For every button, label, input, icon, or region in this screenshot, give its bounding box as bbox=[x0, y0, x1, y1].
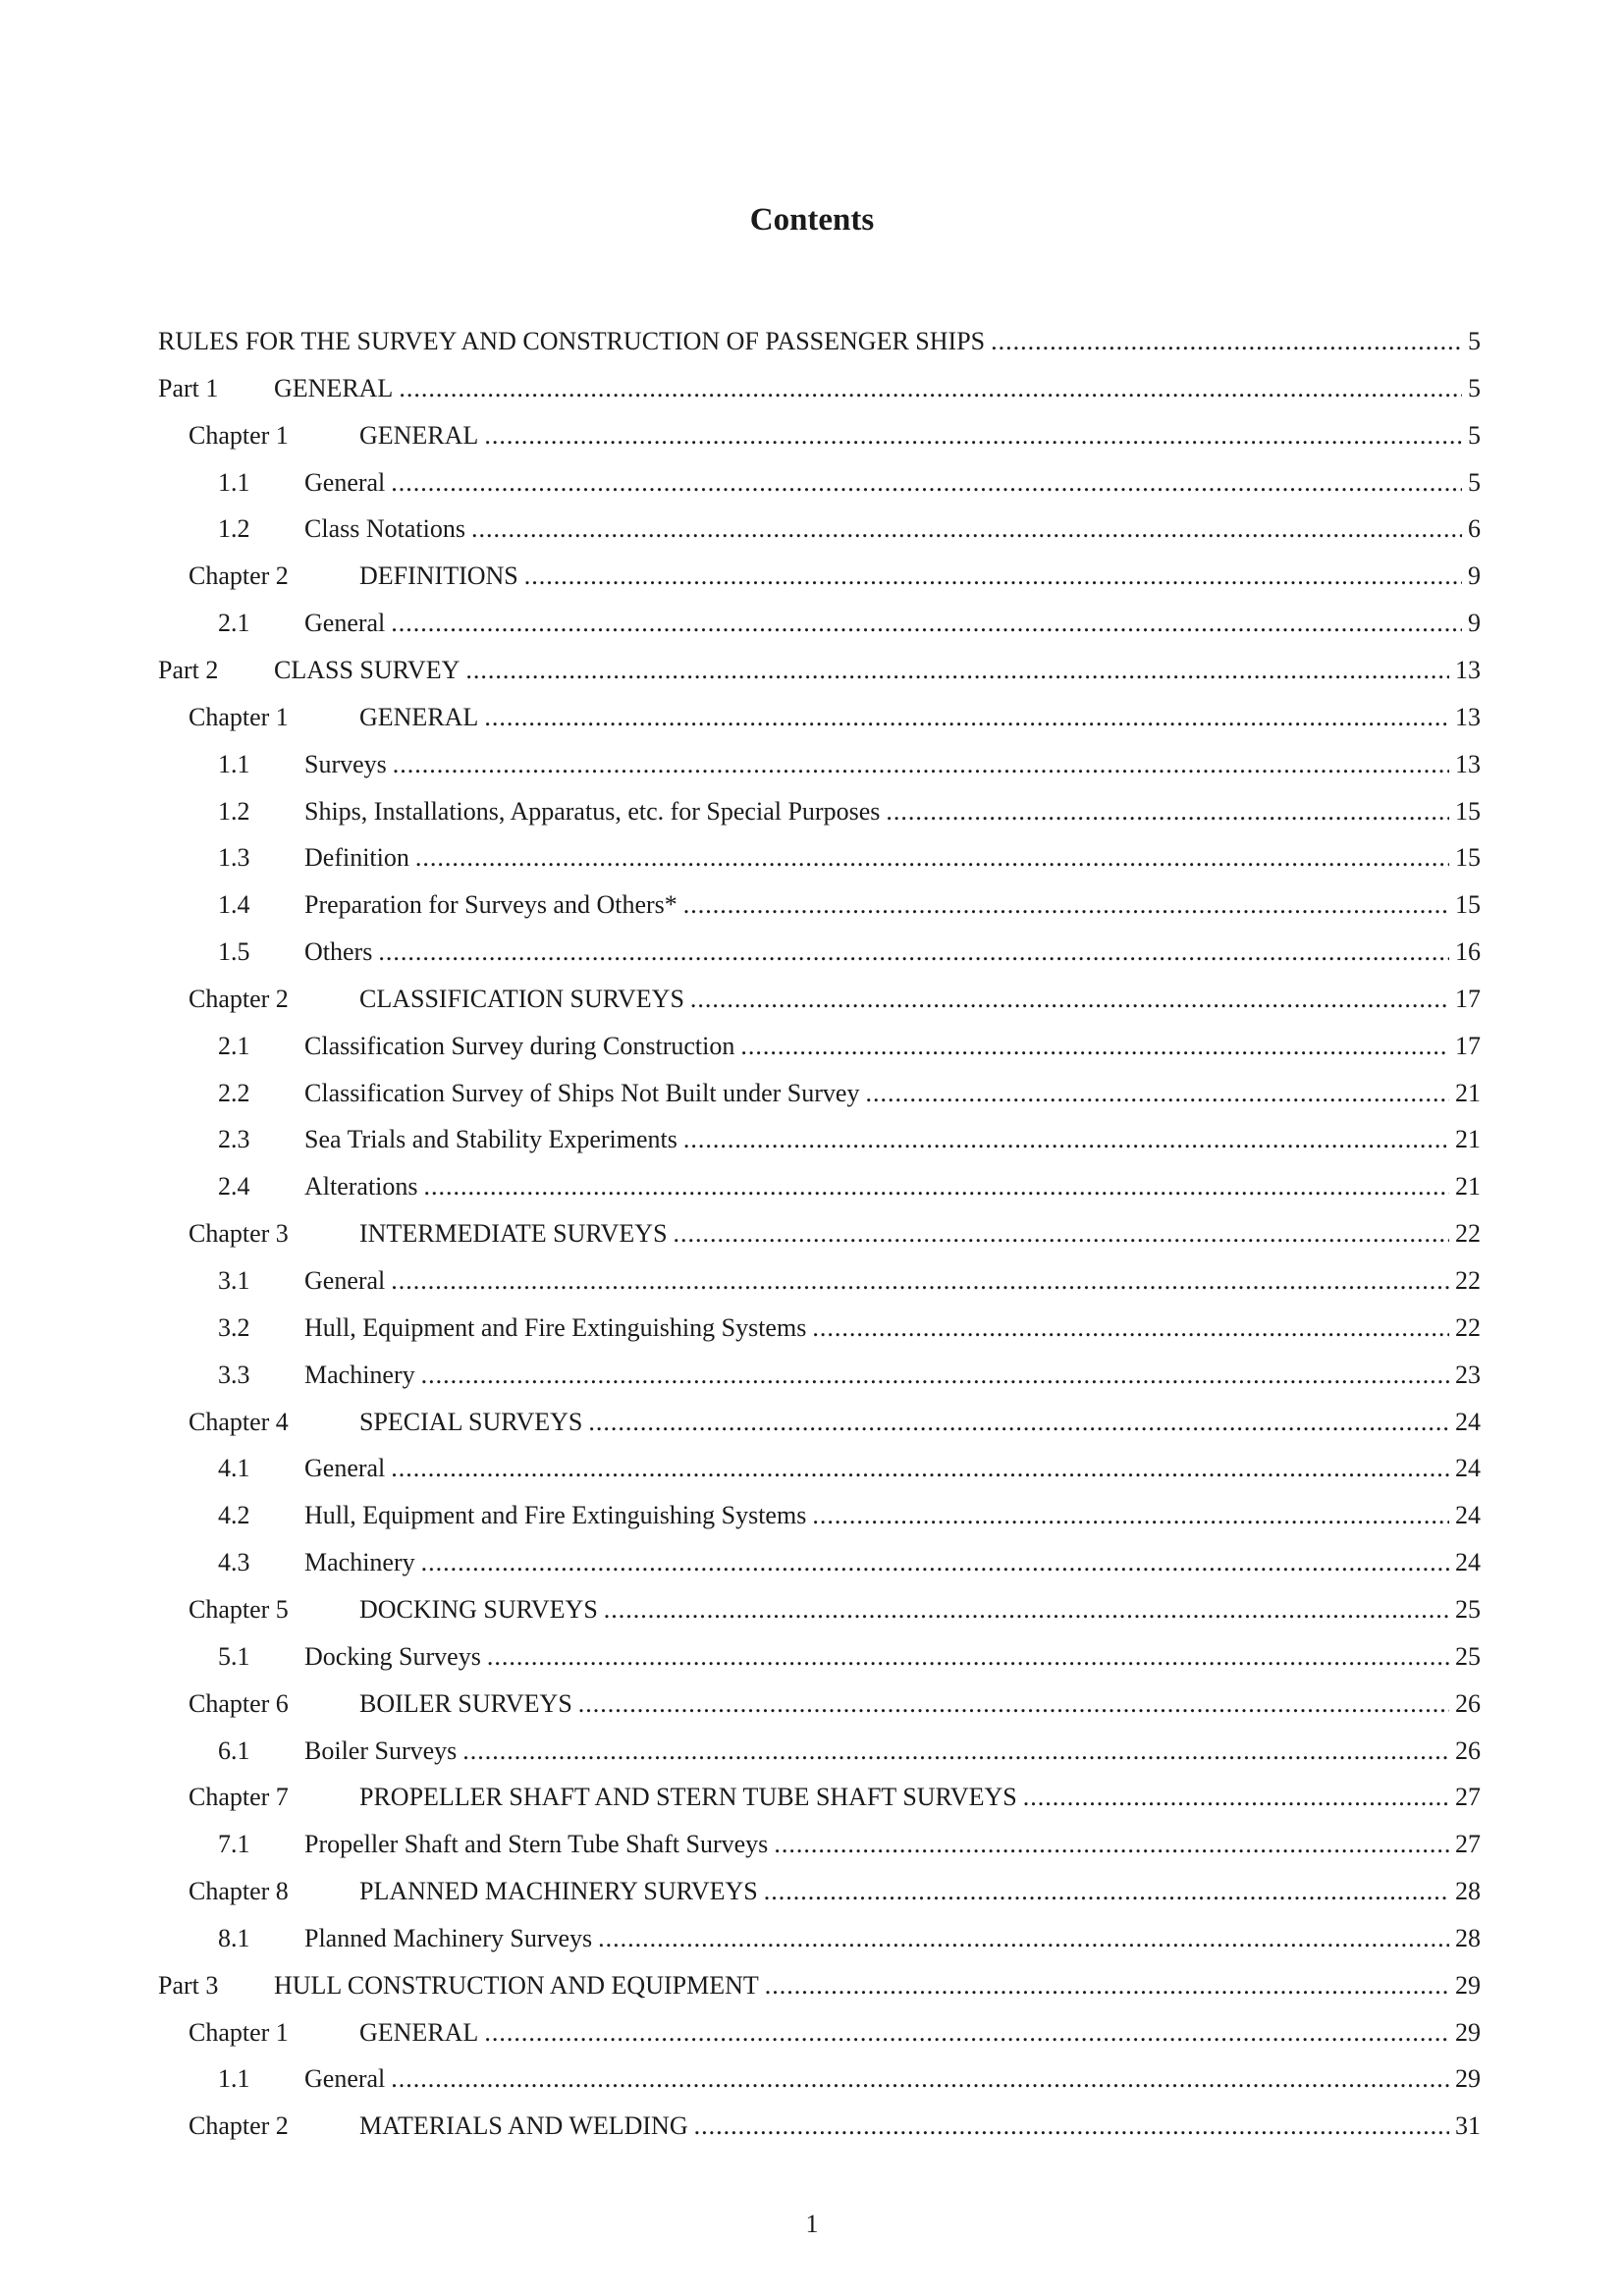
toc-entry-title: MATERIALS AND WELDING bbox=[359, 2111, 688, 2141]
toc-entry-page: 5 bbox=[1468, 327, 1481, 355]
dot-leader bbox=[378, 936, 1449, 968]
toc-entry-number: 5.1 bbox=[218, 1641, 250, 1671]
toc-entry[interactable] bbox=[218, 1023, 1481, 1062]
dot-leader bbox=[812, 1500, 1449, 1531]
toc-entry[interactable] bbox=[218, 506, 1481, 545]
dot-leader bbox=[391, 1453, 1449, 1484]
dot-leader bbox=[424, 1171, 1449, 1202]
toc-entry-number: 4.1 bbox=[218, 1454, 250, 1483]
toc-entry[interactable] bbox=[158, 1962, 1481, 2002]
toc-entry-number: 7.1 bbox=[218, 1830, 250, 1859]
toc-entry[interactable] bbox=[218, 1539, 1481, 1578]
toc-entry-number: Chapter 1 bbox=[189, 702, 289, 731]
toc-entry-number: 1.5 bbox=[218, 937, 250, 967]
toc-entry-number: 1.3 bbox=[218, 843, 250, 873]
dot-leader bbox=[391, 2063, 1449, 2095]
toc-entry[interactable] bbox=[189, 2009, 1481, 2049]
toc-entry-number: Chapter 2 bbox=[189, 561, 289, 591]
dot-leader bbox=[484, 2017, 1449, 2049]
toc-entry[interactable] bbox=[218, 1915, 1481, 1954]
toc-entry-page: 15 bbox=[1455, 796, 1481, 826]
toc-entry[interactable] bbox=[218, 1163, 1481, 1202]
dot-leader bbox=[391, 1265, 1449, 1297]
toc-entry-title: Classification Survey during Construction bbox=[304, 1031, 735, 1060]
toc-entry-number: Part 1 bbox=[158, 373, 219, 402]
toc-entry-number: Chapter 2 bbox=[189, 2111, 289, 2141]
dot-leader bbox=[471, 513, 1462, 545]
toc-entry-title: GENERAL bbox=[359, 702, 479, 731]
dot-leader bbox=[690, 984, 1449, 1015]
toc-entry-title: Propeller Shaft and Stern Tube Shaft Surveys bbox=[304, 1830, 769, 1859]
toc-entry[interactable] bbox=[218, 1070, 1481, 1109]
toc-entry[interactable] bbox=[189, 1210, 1481, 1250]
toc-entry-number: 2.4 bbox=[218, 1172, 250, 1201]
toc-entry-number: Chapter 1 bbox=[189, 2017, 289, 2047]
dot-leader bbox=[886, 796, 1449, 828]
dot-leader bbox=[487, 1641, 1449, 1673]
toc-entry-page: 24 bbox=[1455, 1454, 1481, 1483]
toc-entry-title: Docking Surveys bbox=[304, 1641, 481, 1671]
toc-entry-title: General bbox=[304, 467, 386, 497]
toc-entry-page: 5 bbox=[1468, 373, 1481, 402]
toc-entry-number: 1.1 bbox=[218, 467, 250, 497]
dot-leader bbox=[683, 1124, 1449, 1155]
toc-entry-number: 8.1 bbox=[218, 1923, 250, 1952]
dot-leader bbox=[764, 1876, 1449, 1907]
toc-entry[interactable] bbox=[218, 741, 1481, 780]
toc-entry-title: Surveys bbox=[304, 749, 387, 778]
dot-leader bbox=[399, 373, 1462, 404]
toc-entry-number: 1.2 bbox=[218, 796, 250, 826]
toc-entry[interactable] bbox=[218, 1492, 1481, 1531]
page-number: 1 bbox=[805, 2210, 819, 2238]
toc-entry-title: Hull, Equipment and Fire Extinguishing Systems bbox=[304, 1501, 807, 1530]
page-title: Contents bbox=[749, 202, 875, 238]
toc-entry-title: Preparation for Surveys and Others* bbox=[304, 890, 677, 920]
toc-entry-number: 2.2 bbox=[218, 1078, 250, 1107]
toc-entry-number: Chapter 6 bbox=[189, 1688, 289, 1718]
toc-entry-page: 13 bbox=[1455, 655, 1481, 684]
dot-leader bbox=[588, 1407, 1449, 1438]
toc-entry-number: Part 3 bbox=[158, 1970, 219, 2000]
toc-entry[interactable] bbox=[218, 1821, 1481, 1860]
toc-entry-title: Machinery bbox=[304, 1360, 415, 1389]
toc-entry-page: 15 bbox=[1455, 843, 1481, 873]
toc-entry-title: General bbox=[304, 609, 386, 638]
dot-leader bbox=[774, 1829, 1449, 1860]
toc-entry[interactable] bbox=[218, 1728, 1481, 1767]
toc-entry-page: 24 bbox=[1455, 1407, 1481, 1436]
toc-entry-number: 2.1 bbox=[218, 609, 250, 638]
toc-entry-page: 22 bbox=[1455, 1312, 1481, 1342]
toc-entry-title: BOILER SURVEYS bbox=[359, 1688, 572, 1718]
toc-entry-title: Hull, Equipment and Fire Extinguishing Systems bbox=[304, 1312, 807, 1342]
toc-entry[interactable] bbox=[218, 459, 1481, 499]
toc-entry[interactable] bbox=[158, 318, 1481, 357]
toc-entry-title: Classification Survey of Ships Not Built under Survey bbox=[304, 1078, 860, 1107]
dot-leader bbox=[391, 608, 1462, 639]
toc-entry-title: PROPELLER SHAFT AND STERN TUBE SHAFT SURVEYS bbox=[359, 1783, 1017, 1812]
toc-entry-page: 17 bbox=[1455, 1031, 1481, 1060]
toc-entry-page: 17 bbox=[1455, 984, 1481, 1013]
toc-entry-title: RULES FOR THE SURVEY AND CONSTRUCTION OF PASSENGER SHIPS bbox=[158, 327, 986, 355]
toc-entry-number: Chapter 8 bbox=[189, 1877, 289, 1906]
toc-entry-number: 2.1 bbox=[218, 1031, 250, 1060]
toc-entry-title: Definition bbox=[304, 843, 409, 873]
dot-leader bbox=[578, 1688, 1449, 1720]
dot-leader bbox=[991, 326, 1462, 357]
toc-entry[interactable] bbox=[218, 788, 1481, 828]
dot-leader bbox=[694, 2110, 1449, 2142]
toc-entry-number: 4.2 bbox=[218, 1501, 250, 1530]
toc-entry-page: 21 bbox=[1455, 1172, 1481, 1201]
toc-entry-page: 25 bbox=[1455, 1594, 1481, 1624]
dot-leader bbox=[391, 467, 1462, 499]
toc-entry-page: 29 bbox=[1455, 2064, 1481, 2094]
toc-entry-title: CLASS SURVEY bbox=[274, 655, 460, 684]
toc-entry-page: 16 bbox=[1455, 937, 1481, 967]
toc-entry[interactable] bbox=[218, 2056, 1481, 2095]
toc-entry-page: 28 bbox=[1455, 1923, 1481, 1952]
dot-leader bbox=[765, 1970, 1449, 2002]
toc-entry-number: 1.4 bbox=[218, 890, 250, 920]
toc-entry-number: Chapter 1 bbox=[189, 420, 289, 450]
toc-entry-page: 29 bbox=[1455, 2017, 1481, 2047]
dot-leader bbox=[1023, 1782, 1449, 1813]
toc-entry-page: 29 bbox=[1455, 1970, 1481, 2000]
toc-entry-page: 6 bbox=[1468, 514, 1481, 544]
toc-entry-page: 21 bbox=[1455, 1125, 1481, 1154]
toc-entry-title: SPECIAL SURVEYS bbox=[359, 1407, 583, 1436]
dot-leader bbox=[415, 842, 1449, 874]
toc-entry-title: DOCKING SURVEYS bbox=[359, 1594, 598, 1624]
toc-entry-number: 3.1 bbox=[218, 1266, 250, 1295]
toc-entry[interactable] bbox=[218, 1116, 1481, 1155]
toc-entry-number: Chapter 5 bbox=[189, 1594, 289, 1624]
toc-entry-title: HULL CONSTRUCTION AND EQUIPMENT bbox=[274, 1970, 759, 2000]
toc-entry-page: 25 bbox=[1455, 1641, 1481, 1671]
toc-entry-title: INTERMEDIATE SURVEYS bbox=[359, 1219, 668, 1249]
toc-entry[interactable] bbox=[218, 929, 1481, 968]
toc-entry[interactable] bbox=[189, 976, 1481, 1015]
toc-entry-page: 21 bbox=[1455, 1078, 1481, 1107]
toc-entry-title: Planned Machinery Surveys bbox=[304, 1923, 593, 1952]
toc-entry[interactable] bbox=[189, 1399, 1481, 1438]
toc-entry-page: 23 bbox=[1455, 1360, 1481, 1389]
toc-entry[interactable] bbox=[218, 1257, 1481, 1297]
toc-entry-number: Chapter 2 bbox=[189, 984, 289, 1013]
dot-leader bbox=[683, 889, 1449, 921]
dot-leader bbox=[462, 1735, 1449, 1767]
dot-leader bbox=[421, 1547, 1449, 1578]
dot-leader bbox=[812, 1312, 1449, 1344]
toc-entry-number: 1.1 bbox=[218, 749, 250, 778]
toc-entry-page: 26 bbox=[1455, 1688, 1481, 1718]
toc-entry-title: General bbox=[304, 2064, 386, 2094]
toc-entry[interactable] bbox=[189, 1868, 1481, 1907]
toc-entry-page: 22 bbox=[1455, 1219, 1481, 1249]
toc-entry-title: Ships, Installations, Apparatus, etc. for Special Purposes bbox=[304, 796, 881, 826]
dot-leader bbox=[465, 655, 1449, 686]
toc-entry-title: GENERAL bbox=[274, 373, 394, 402]
toc-entry[interactable] bbox=[189, 1774, 1481, 1813]
toc-entry[interactable] bbox=[189, 2103, 1481, 2142]
toc-entry-number: 1.2 bbox=[218, 514, 250, 544]
toc-entry[interactable] bbox=[158, 647, 1481, 686]
toc-entry-title: Alterations bbox=[304, 1172, 418, 1201]
toc-entry-page: 9 bbox=[1468, 561, 1481, 591]
toc-entry-page: 22 bbox=[1455, 1266, 1481, 1295]
toc-entry[interactable] bbox=[189, 1681, 1481, 1720]
toc-entry-title: CLASSIFICATION SURVEYS bbox=[359, 984, 684, 1013]
dot-leader bbox=[421, 1360, 1449, 1391]
toc-entry-page: 27 bbox=[1455, 1830, 1481, 1859]
toc-entry-title: GENERAL bbox=[359, 420, 479, 450]
dot-leader bbox=[674, 1218, 1449, 1250]
toc-entry-page: 5 bbox=[1468, 420, 1481, 450]
toc-entry-number: 3.2 bbox=[218, 1312, 250, 1342]
toc-entry-title: Class Notations bbox=[304, 514, 465, 544]
toc-entry[interactable] bbox=[218, 1445, 1481, 1484]
toc-entry-page: 28 bbox=[1455, 1877, 1481, 1906]
toc-entry-page: 5 bbox=[1468, 467, 1481, 497]
toc-entry-number: Chapter 7 bbox=[189, 1783, 289, 1812]
dot-leader bbox=[524, 561, 1462, 592]
toc-entry-page: 24 bbox=[1455, 1501, 1481, 1530]
toc-entry[interactable] bbox=[218, 1633, 1481, 1673]
toc-entry-title: DEFINITIONS bbox=[359, 561, 518, 591]
toc-entry-number: 3.3 bbox=[218, 1360, 250, 1389]
dot-leader bbox=[740, 1031, 1449, 1062]
toc-entry-title: Sea Trials and Stability Experiments bbox=[304, 1125, 677, 1154]
toc-entry-number: 6.1 bbox=[218, 1735, 250, 1765]
toc-entry-page: 31 bbox=[1455, 2111, 1481, 2141]
dot-leader bbox=[865, 1078, 1449, 1109]
toc-entry-number: Part 2 bbox=[158, 655, 219, 684]
toc-entry-page: 15 bbox=[1455, 890, 1481, 920]
toc-entry-number: Chapter 3 bbox=[189, 1219, 289, 1249]
toc-entry[interactable] bbox=[189, 694, 1481, 733]
toc-entry[interactable] bbox=[189, 1586, 1481, 1626]
toc-entry-title: Others bbox=[304, 937, 373, 967]
dot-leader bbox=[604, 1594, 1449, 1626]
toc-entry[interactable] bbox=[158, 365, 1481, 404]
toc-entry-title: PLANNED MACHINERY SURVEYS bbox=[359, 1877, 758, 1906]
toc-entry[interactable] bbox=[189, 553, 1481, 592]
toc-entry[interactable] bbox=[218, 881, 1481, 921]
toc-entry-page: 13 bbox=[1455, 702, 1481, 731]
toc-entry[interactable] bbox=[189, 412, 1481, 452]
toc-entry-title: Machinery bbox=[304, 1548, 415, 1577]
toc-entry-title: Boiler Surveys bbox=[304, 1735, 458, 1765]
toc-entry-number: 4.3 bbox=[218, 1548, 250, 1577]
toc-entry-page: 24 bbox=[1455, 1548, 1481, 1577]
toc-entry-title: General bbox=[304, 1454, 386, 1483]
toc-entry-number: Chapter 4 bbox=[189, 1407, 289, 1436]
toc-entry-page: 26 bbox=[1455, 1735, 1481, 1765]
toc-entry[interactable] bbox=[218, 600, 1481, 639]
toc-entry[interactable] bbox=[218, 1305, 1481, 1344]
dot-leader bbox=[484, 702, 1449, 733]
toc-entry-number: 2.3 bbox=[218, 1125, 250, 1154]
dot-leader bbox=[393, 749, 1449, 780]
toc-entry-title: GENERAL bbox=[359, 2017, 479, 2047]
toc-entry-number: 1.1 bbox=[218, 2064, 250, 2094]
dot-leader bbox=[484, 420, 1462, 452]
toc-entry[interactable] bbox=[218, 1352, 1481, 1391]
toc-entry-page: 27 bbox=[1455, 1783, 1481, 1812]
toc-entry-title: General bbox=[304, 1266, 386, 1295]
toc-entry-page: 13 bbox=[1455, 749, 1481, 778]
dot-leader bbox=[598, 1923, 1449, 1954]
toc-entry[interactable] bbox=[218, 834, 1481, 874]
toc-entry-page: 9 bbox=[1468, 609, 1481, 638]
